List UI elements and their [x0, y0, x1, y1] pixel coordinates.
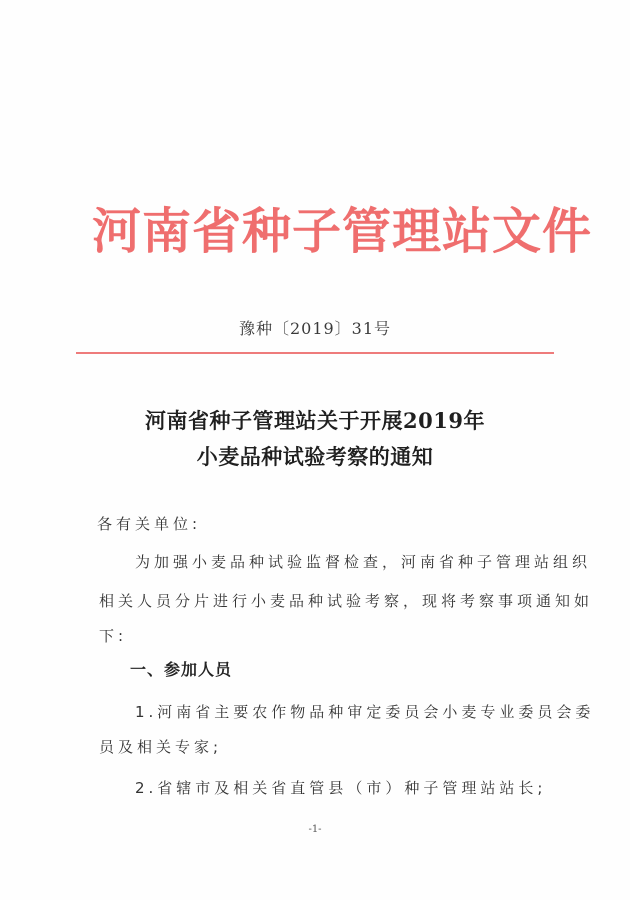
- notice-title-line-1: 河南省种子管理站关于开展2019年: [145, 408, 485, 433]
- intro-paragraph-line: 下:: [99, 627, 128, 645]
- list-item-line: 1.河南省主要农作物品种审定委员会小麦专业委员会委: [135, 703, 595, 721]
- section-heading: 一、参加人员: [130, 660, 233, 679]
- page-number: -1-: [308, 824, 322, 835]
- intro-paragraph-line: 为加强小麦品种试验监督检查，河南省种子管理站组织: [135, 553, 592, 571]
- masthead-title: 河南省种子管理站文件: [92, 202, 593, 260]
- notice-title-line-2: 小麦品种试验考察的通知: [196, 444, 434, 469]
- intro-paragraph-line: 相关人员分片进行小麦品种试验考察，现将考察事项通知如: [99, 592, 594, 610]
- document-number: 豫种〔2019〕31号: [238, 319, 392, 338]
- salutation: 各有关单位:: [97, 515, 202, 533]
- list-item-line: 员及相关专家;: [99, 738, 223, 756]
- red-divider-line: [76, 352, 554, 354]
- list-item-line: 2.省辖市及相关省直管县（市）种子管理站站长;: [135, 779, 547, 797]
